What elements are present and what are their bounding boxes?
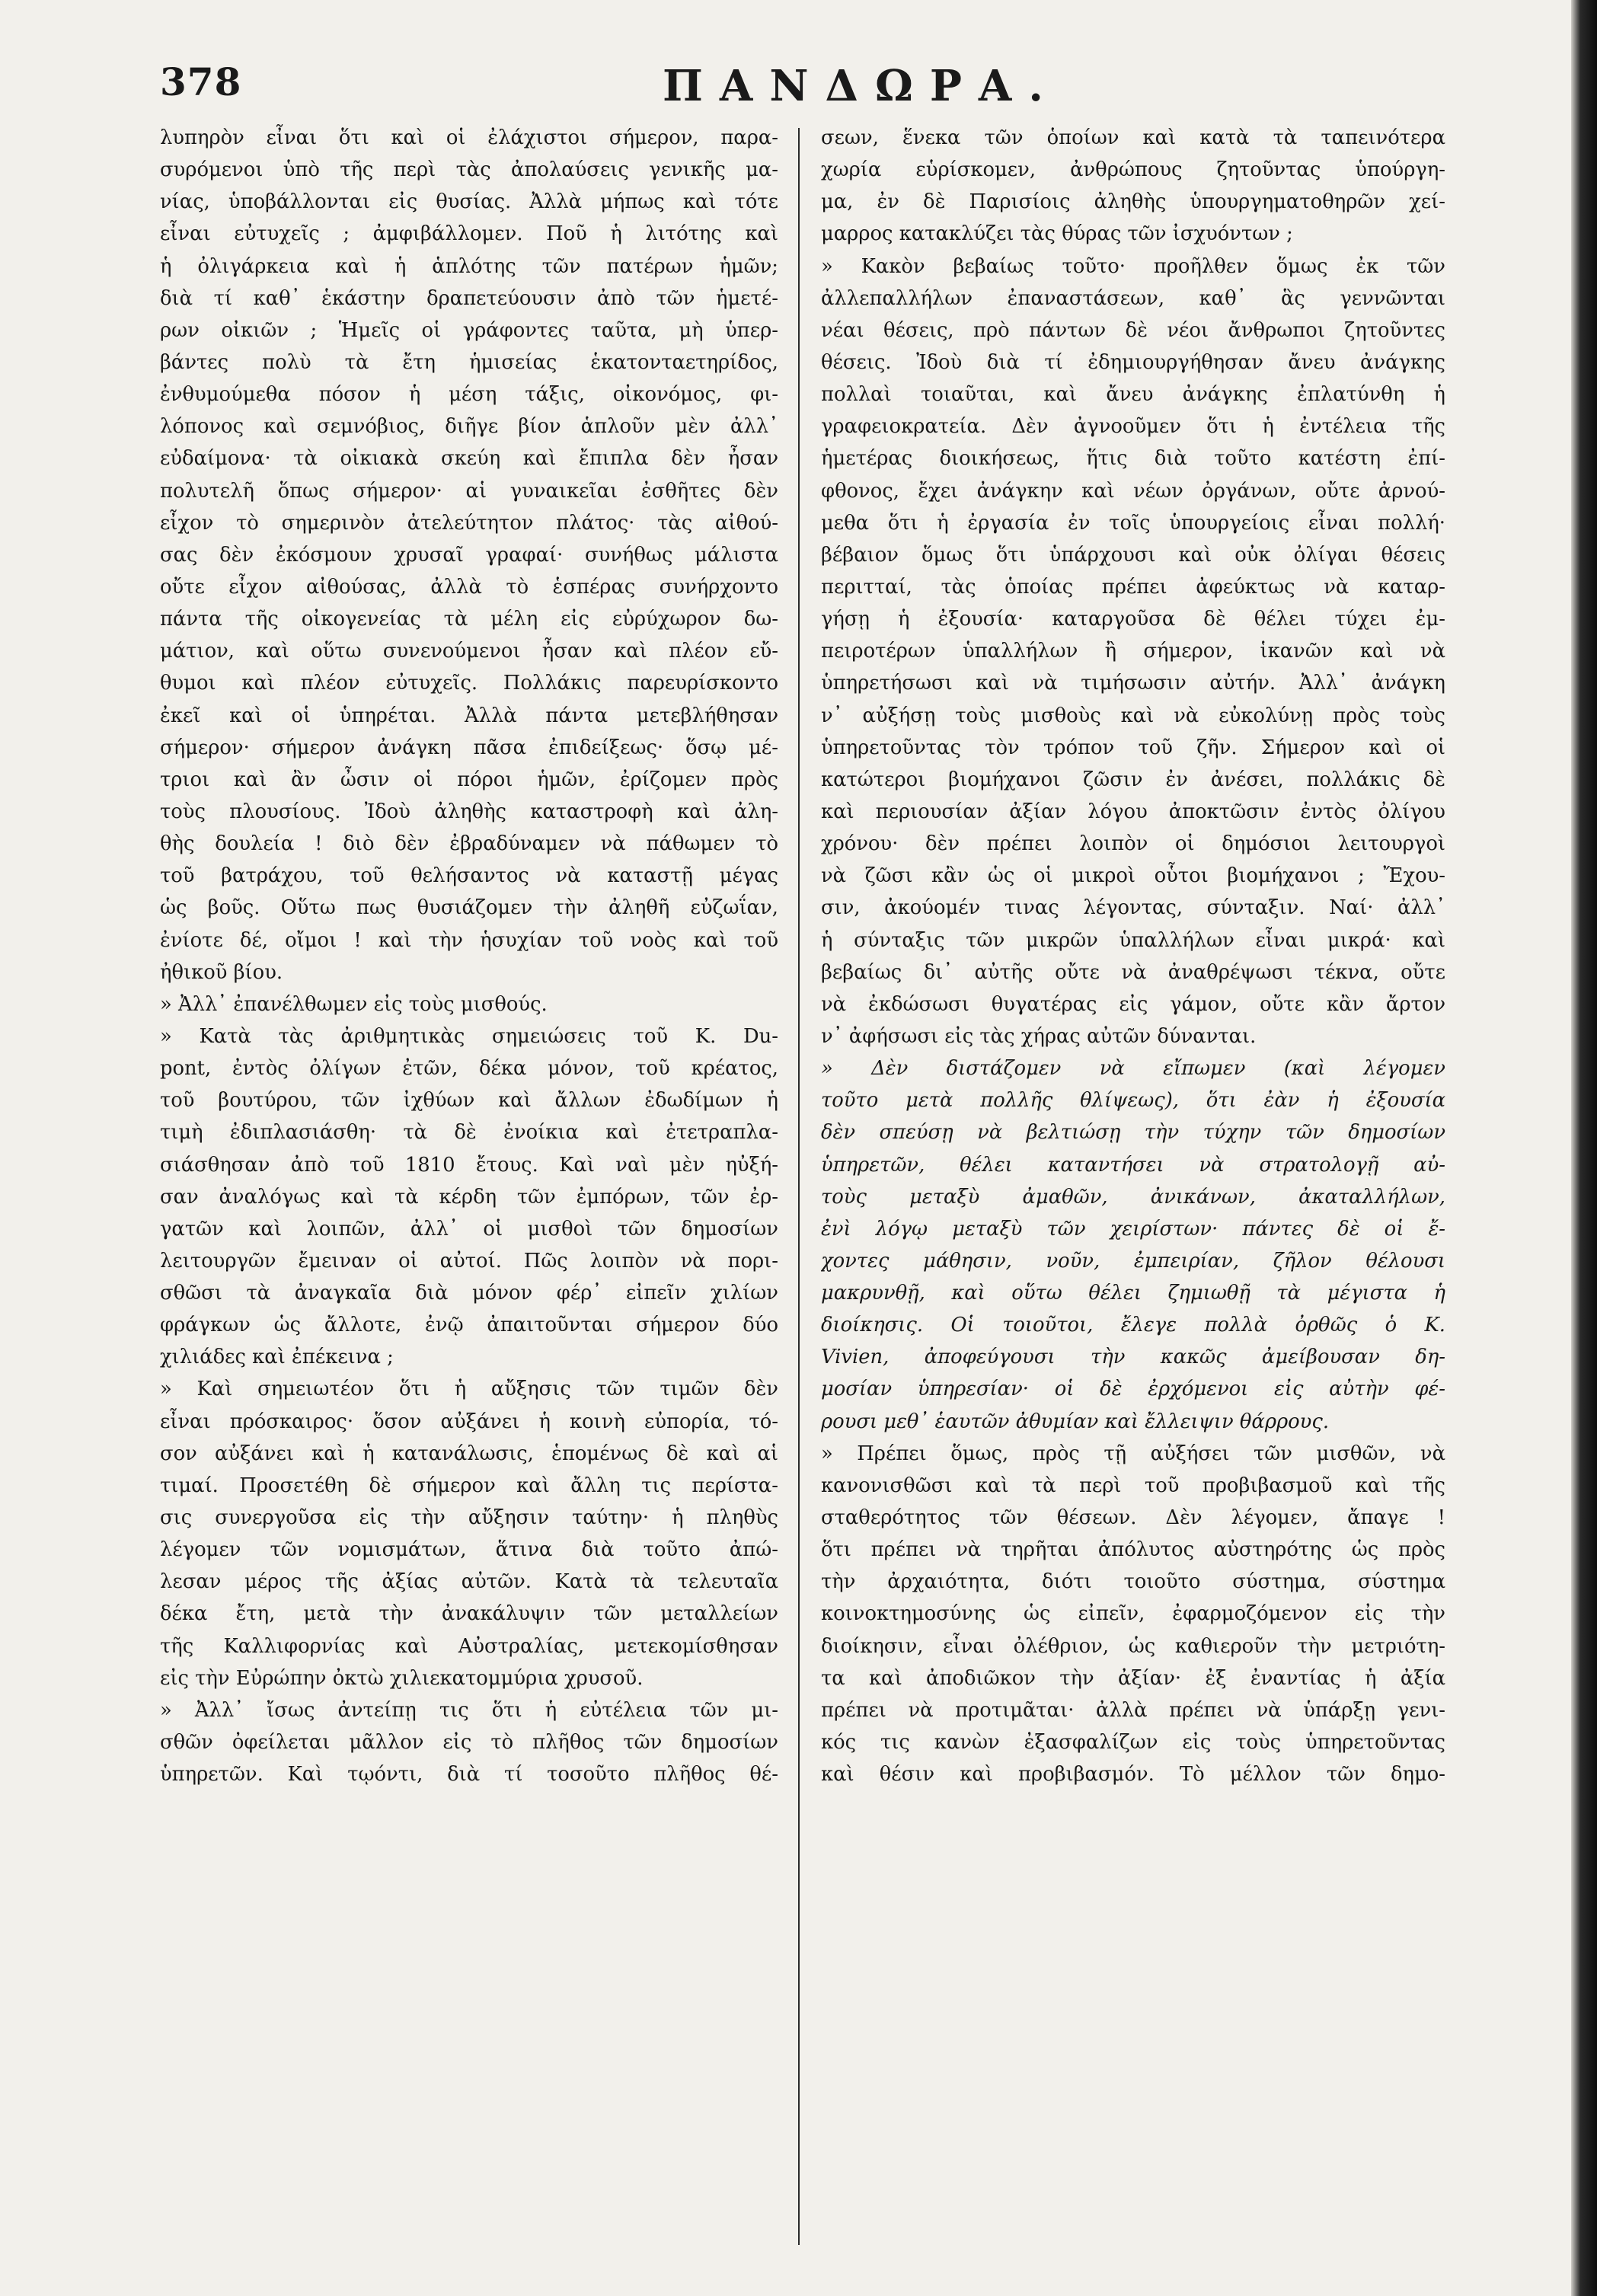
text-line: διὰ τί καθ᾽ ἑκάστην δραπετεύουσιν ἀπὸ τῶν ἡμετέ-	[160, 286, 778, 310]
text-line: » Καὶ σημειωτέον ὅτι ἡ αὔξησις τῶν τιμῶν δὲν	[160, 1378, 778, 1401]
text-line: λειτουργῶν ἔμειναν οἱ αὐτοί. Πῶς λοιπὸν νὰ πορι-	[160, 1249, 778, 1273]
text-line: » Κατὰ τὰς ἀριθμητικὰς σημειώσεις τοῦ Κ. Du-	[160, 1024, 778, 1048]
text-line: pont, ἐντὸς ὀλίγων ἐτῶν, δέκα μόνον, τοῦ κρέατος,	[160, 1057, 778, 1081]
text-line: πάντα τῆς οἰκογενείας τὰ μέλη εἰς εὐρύχωρον δω-	[160, 608, 778, 631]
text-line: ἠθικοῦ βίου.	[160, 960, 283, 984]
text-line: ὑπηρετῶν. Καὶ τῳόντι, διὰ τί τοσοῦτο πλῆθος θέ-	[160, 1763, 778, 1787]
text-line: ἐνίοτε δέ, οἴμοι ! καὶ τὴν ἡσυχίαν τοῦ νοὸς καὶ τοῦ	[160, 928, 778, 952]
text-line: κατώτεροι βιομήχανοι ζῶσιν ἐν ἀνέσει, πολλάκις δὲ	[821, 768, 1445, 791]
text-line: ὅτι πρέπει νὰ τηρῆται ἀπόλυτος αὐστηρότης ὡς πρὸς	[821, 1538, 1445, 1562]
text-line: εἰς τὴν Εὐρώπην ὀκτὼ χιλιεκατομμύρια χρυσοῦ.	[160, 1666, 644, 1690]
text-line: λυπηρὸν εἶναι ὅτι καὶ οἱ ἐλάχιστοι σήμερον, παρα-	[160, 126, 778, 149]
text-line: βέβαιον ὅμως ὅτι ὑπάρχουσι καὶ οὐκ ὀλίγαι θέσεις	[821, 543, 1445, 567]
text-line: λέγομεν τῶν νομισμάτων, ἅτινα διὰ τοῦτο ἀπώ-	[160, 1538, 778, 1562]
text-line: μάτιον, καὶ οὕτω συνενούμενοι ἦσαν καὶ πλέον εὔ-	[160, 640, 778, 663]
text-line: ὑπηρετῶν, θέλει καταντήσει νὰ στρατολογῇ αὐ-	[821, 1153, 1445, 1177]
running-head: ΠΑΝΔΩΡΑ.	[663, 61, 1060, 111]
text-line: μακρυνθῇ, καὶ οὕτω θέλει ζημιωθῇ τὰ μέγιστα ἡ	[821, 1282, 1445, 1305]
text-line: τὴν ἀρχαιότητα, διότι τοιοῦτο σύστημα, σύστημα	[821, 1570, 1445, 1594]
text-line: γήσῃ ἡ ἐξουσία· καταργοῦσα δὲ θέλει τύχει ἐμ-	[821, 608, 1445, 631]
text-line: συρόμενοι ὑπὸ τῆς περὶ τὰς ἀπολαύσεις γενικῆς μα-	[160, 158, 778, 182]
text-line: μοσίαν ὑπηρεσίαν· οἱ δὲ ἐρχόμενοι εἰς αὐτὴν φέ-	[821, 1378, 1445, 1401]
text-line: τοῦτο μετὰ πολλῆς θλίψεως), ὅτι ἐὰν ἡ ἐξουσία	[821, 1089, 1445, 1113]
text-line: » Δὲν διστάζομεν νὰ εἴπωμεν (καὶ λέγομεν	[821, 1057, 1445, 1081]
text-line: σθῶσι τὰ ἀναγκαῖα διὰ μόνον φέρ᾽ εἰπεῖν χιλίων	[160, 1282, 778, 1305]
text-line: εἶχον τὸ σημερινὸν ἀτελεύτητον πλάτος· τὰς αἰθού-	[160, 511, 778, 535]
text-line: θέσεις. Ἰδοὺ διὰ τί ἐδημιουργήθησαν ἄνευ ἀνάγκης	[821, 350, 1445, 374]
text-line: οὔτε εἶχον αἰθούσας, ἀλλὰ τὸ ἑσπέρας συνήρχοντο	[160, 575, 778, 599]
text-line: τα καὶ ἀποδιῶκον τὴν ἀξίαν· ἐξ ἐναντίας ἡ ἀξία	[821, 1666, 1445, 1690]
text-line: ἀλλεπαλλήλων ἐπαναστάσεων, καθ᾽ ἃς γεννῶνται	[821, 286, 1445, 310]
text-line: τοῦ βατράχου, τοῦ θελήσαντος νὰ καταστῇ μέγας	[160, 864, 778, 888]
text-line: » Ἀλλ᾽ ἴσως ἀντείπῃ τις ὅτι ἡ εὐτέλεια τῶν μι-	[160, 1698, 778, 1722]
text-line: ἡμετέρας διοικήσεως, ἥτις διὰ τοῦτο κατέστη ἐπί-	[821, 447, 1445, 471]
column-divider	[798, 128, 800, 2245]
text-line: λεσαν μέρος τῆς ἀξίας αὐτῶν. Κατὰ τὰ τελευταῖα	[160, 1570, 778, 1594]
text-line: Vivien, ἀποφεύγουσι τὴν κακῶς ἀμείβουσαν δη-	[821, 1346, 1445, 1369]
text-line: τῆς Καλλιφορνίας καὶ Αὐστραλίας, μετεκομίσθησαν	[160, 1634, 778, 1658]
text-line: νὰ ζῶσι κἂν ὡς οἱ μικροὶ οὗτοι βιομήχανοι ; Ἔχου-	[821, 864, 1445, 888]
right-column	[821, 122, 1445, 1790]
text-line: ὑπηρετοῦντας τὸν τρόπον τοῦ ζῆν. Σήμερον καὶ οἱ	[821, 736, 1445, 759]
text-line: ἐκεῖ καὶ οἱ ὑπηρέται. Ἀλλὰ πάντα μετεβλήθησαν	[160, 704, 778, 727]
text-line: μα, ἐν δὲ Παρισίοις ἀληθὴς ὑπουργηματοθηρῶν χεί-	[821, 190, 1445, 214]
text-line: φράγκων ὡς ἄλλοτε, ἐνῷ ἀπαιτοῦνται σήμερον δύο	[160, 1314, 778, 1337]
text-line: εἶναι πρόσκαιρος· ὅσον αὐξάνει ἡ κοινὴ εὐπορία, τό-	[160, 1410, 778, 1433]
text-line: σον αὐξάνει καὶ ἡ κατανάλωσις, ἑπομένως δὲ καὶ αἱ	[160, 1442, 778, 1465]
text-line: τοὺς πλουσίους. Ἰδοὺ ἀληθὴς καταστροφὴ καὶ ἀλη-	[160, 800, 778, 823]
text-line: χιλιάδες καὶ ἐπέκεινα ;	[160, 1346, 394, 1369]
text-line: τιμὴ ἐδιπλασιάσθη· τὰ δὲ ἐνοίκια καὶ ἐτετραπλα-	[160, 1121, 778, 1145]
text-line: βάντες πολὺ τὰ ἔτη ἡμισείας ἑκατονταετηρίδος,	[160, 350, 778, 374]
text-line: σιν, ἀκούομέν τινας λέγοντας, σύνταξιν. Ναί· ἀλλ᾽	[821, 896, 1445, 920]
text-line: πολλαὶ τοιαῦται, καὶ ἄνευ ἀνάγκης ἐπλατύνθη ἡ	[821, 383, 1445, 407]
text-line: » Κακὸν βεβαίως τοῦτο· προῆλθεν ὅμως ἐκ τῶν	[821, 254, 1445, 278]
text-line: σις συνεργοῦσα εἰς τὴν αὔξησιν ταύτην· ἡ πληθὺς	[160, 1506, 778, 1530]
left-column	[160, 122, 778, 1790]
page-header	[160, 59, 1531, 120]
text-line: μεθα ὅτι ἡ ἐργασία ἐν τοῖς ὑπουργείοις εἶναι πολλή·	[821, 511, 1445, 535]
text-line: τοὺς μεταξὺ ἀμαθῶν, ἀνικάνων, ἀκαταλλήλων,	[821, 1185, 1445, 1209]
text-line: ρουσι μεθ᾽ ἑαυτῶν ἀθυμίαν καὶ ἔλλειψιν θάρρους.	[821, 1410, 1330, 1433]
text-line: θυμοι καὶ πλέον εὐτυχεῖς. Πολλάκις παρευρίσκοντο	[160, 672, 778, 695]
text-line: δὲν σπεύσῃ νὰ βελτιώσῃ τὴν τύχην τῶν δημοσίων	[821, 1121, 1445, 1145]
text-line: ἐνὶ λόγῳ μεταξὺ τῶν χειρίστων· πάντες δὲ οἱ ἔ-	[821, 1217, 1445, 1241]
text-line: ὡς βοῦς. Οὕτω πως θυσιάζομεν τὴν ἀληθῆ εὐζωΐαν,	[160, 896, 778, 920]
text-line: πειροτέρων ὑπαλλήλων ἢ σήμερον, ἱκανῶν καὶ νὰ	[821, 640, 1445, 663]
text-line: μαρρος κατακλύζει τὰς θύρας τῶν ἰσχυόντων ;	[821, 222, 1293, 246]
text-line: εὐδαίμονα· τὰ οἰκιακὰ σκεύη καὶ ἔπιπλα δὲν ἦσαν	[160, 447, 778, 471]
text-line: ν᾽ ἀφήσωσι εἰς τὰς χήρας αὐτῶν δύνανται.	[821, 1024, 1257, 1048]
text-line: κανονισθῶσι καὶ τὰ περὶ τοῦ προβιβασμοῦ καὶ τῆς	[821, 1474, 1445, 1497]
text-line: νὰ ἐκδώσωσι θυγατέρας εἰς γάμον, οὔτε κἂν ἄρτον	[821, 992, 1445, 1016]
text-line: κός τις κανὼν ἐξασφαλίζων εἰς τοὺς ὑπηρετοῦντας	[821, 1731, 1445, 1755]
text-line: ν᾽ αὐξήσῃ τοὺς μισθοὺς καὶ νὰ εὐκολύνῃ πρὸς τοὺς	[821, 704, 1445, 727]
text-line: ρων οἰκιῶν ; Ἡμεῖς οἱ γράφοντες ταῦτα, μὴ ὑπερ-	[160, 318, 778, 342]
text-line: σιάσθησαν ἀπὸ τοῦ 1810 ἔτους. Καὶ ναὶ μὲν ηὐξή-	[160, 1153, 778, 1177]
page-number: 378	[160, 59, 242, 104]
text-line: τιμαί. Προσετέθη δὲ σήμερον καὶ ἄλλη τις περίστα-	[160, 1474, 778, 1497]
text-line: ἡ σύνταξις τῶν μικρῶν ὑπαλλήλων εἶναι μικρά· καὶ	[821, 928, 1445, 952]
text-line: σεων, ἕνεκα τῶν ὁποίων καὶ κατὰ τὰ ταπεινότερα	[821, 126, 1445, 149]
text-line: βεβαίως δι᾽ αὐτῆς οὔτε νὰ ἀναθρέψωσι τέκνα, οὔτε	[821, 960, 1445, 984]
text-line: σταθερότητος τῶν θέσεων. Δὲν λέγομεν, ἄπαγε !	[821, 1506, 1445, 1530]
text-line: χρόνου· δὲν πρέπει λοιπὸν οἱ δημόσιοι λειτουργοὶ	[821, 832, 1445, 856]
text-line: νίας, ὑποβάλλονται εἰς θυσίας. Ἀλλὰ μήπως καὶ τότε	[160, 190, 778, 214]
page-edge-shadow	[1571, 0, 1597, 2296]
text-line: » Ἀλλ᾽ ἐπανέλθωμεν εἰς τοὺς μισθούς.	[160, 992, 548, 1016]
text-line: σας δὲν ἐκόσμουν χρυσαῖ γραφαί· συνήθως μάλιστα	[160, 543, 778, 567]
text-line: δέκα ἔτη, μετὰ τὴν ἀνακάλυψιν τῶν μεταλλείων	[160, 1602, 778, 1626]
text-line: ἡ ὀλιγάρκεια καὶ ἡ ἁπλότης τῶν πατέρων ἡμῶν;	[160, 254, 778, 278]
text-line: διοίκησιν, εἶναι ὀλέθριον, ὡς καθιεροῦν τὴν μετριότη-	[821, 1634, 1445, 1658]
text-line: διοίκησις. Οἱ τοιοῦτοι, ἔλεγε πολλὰ ὀρθῶς ὁ Κ.	[821, 1314, 1445, 1337]
text-line: καὶ θέσιν καὶ προβιβασμόν. Τὸ μέλλον τῶν δημο-	[821, 1763, 1445, 1787]
text-line: γραφειοκρατεία. Δὲν ἀγνοοῦμεν ὅτι ἡ ἐντέλεια τῆς	[821, 415, 1445, 439]
text-line: θὴς δουλεία ! διὸ δὲν ἐβραδύναμεν νὰ πάθωμεν τὸ	[160, 832, 778, 856]
text-line: περιτταί, τὰς ὁποίας πρέπει ἀφεύκτως νὰ καταρ-	[821, 575, 1445, 599]
text-line: σήμερον· σήμερον ἀνάγκη πᾶσα ἐπιδείξεως· ὅσῳ μέ-	[160, 736, 778, 759]
text-line: πρέπει νὰ προτιμᾶται· ἀλλὰ πρέπει νὰ ὑπάρξῃ γενι-	[821, 1698, 1445, 1722]
text-line: » Πρέπει ὅμως, πρὸς τῇ αὐξήσει τῶν μισθῶν, νὰ	[821, 1442, 1445, 1465]
text-line: χωρία εὑρίσκομεν, ἀνθρώπους ζητοῦντας ὑπούργη-	[821, 158, 1445, 182]
text-line: ὑπηρετήσωσι καὶ νὰ τιμήσωσιν αὐτήν. Ἀλλ᾽ ἀνάγκη	[821, 672, 1445, 695]
text-line: φθονος, ἔχει ἀνάγκην καὶ νέων ὀργάνων, οὔτε ἀρνού-	[821, 479, 1445, 503]
text-line: νέαι θέσεις, πρὸ πάντων δὲ νέοι ἄνθρωποι ζητοῦντες	[821, 318, 1445, 342]
text-line: τοῦ βουτύρου, τῶν ἰχθύων καὶ ἄλλων ἐδωδίμων ἡ	[160, 1089, 778, 1113]
text-line: σθῶν ὀφείλεται μᾶλλον εἰς τὸ πλῆθος τῶν δημοσίων	[160, 1731, 778, 1755]
text-line: χοντες μάθησιν, νοῦν, ἐμπειρίαν, ζῆλον θέλουσι	[821, 1249, 1445, 1273]
text-line: ἐνθυμούμεθα πόσον ἡ μέση τάξις, οἰκονόμος, φι-	[160, 383, 778, 407]
text-line: γατῶν καὶ λοιπῶν, ἀλλ᾽ οἱ μισθοὶ τῶν δημοσίων	[160, 1217, 778, 1241]
text-line: κοινοκτημοσύνης ὡς εἰπεῖν, ἐφαρμοζόμενον εἰς τὴν	[821, 1602, 1445, 1626]
text-line: σαν ἀναλόγως καὶ τὰ κέρδη τῶν ἐμπόρων, τῶν ἐρ-	[160, 1185, 778, 1209]
text-line: καὶ περιουσίαν ἀξίαν λόγου ἀποκτῶσιν ἐντὸς ὀλίγου	[821, 800, 1445, 823]
text-line: λόπονος καὶ σεμνόβιος, διῆγε βίον ἁπλοῦν μὲν ἀλλ᾽	[160, 415, 778, 439]
text-line: εἶναι εὐτυχεῖς ; ἀμφιβάλλομεν. Ποῦ ἡ λιτότης καὶ	[160, 222, 778, 246]
text-line: τριοι καὶ ἂν ὦσιν οἱ πόροι ἡμῶν, ἐρίζομεν πρὸς	[160, 768, 778, 791]
text-line: πολυτελῆ ὅπως σήμερον· αἱ γυναικεῖαι ἐσθῆτες δὲν	[160, 479, 778, 503]
